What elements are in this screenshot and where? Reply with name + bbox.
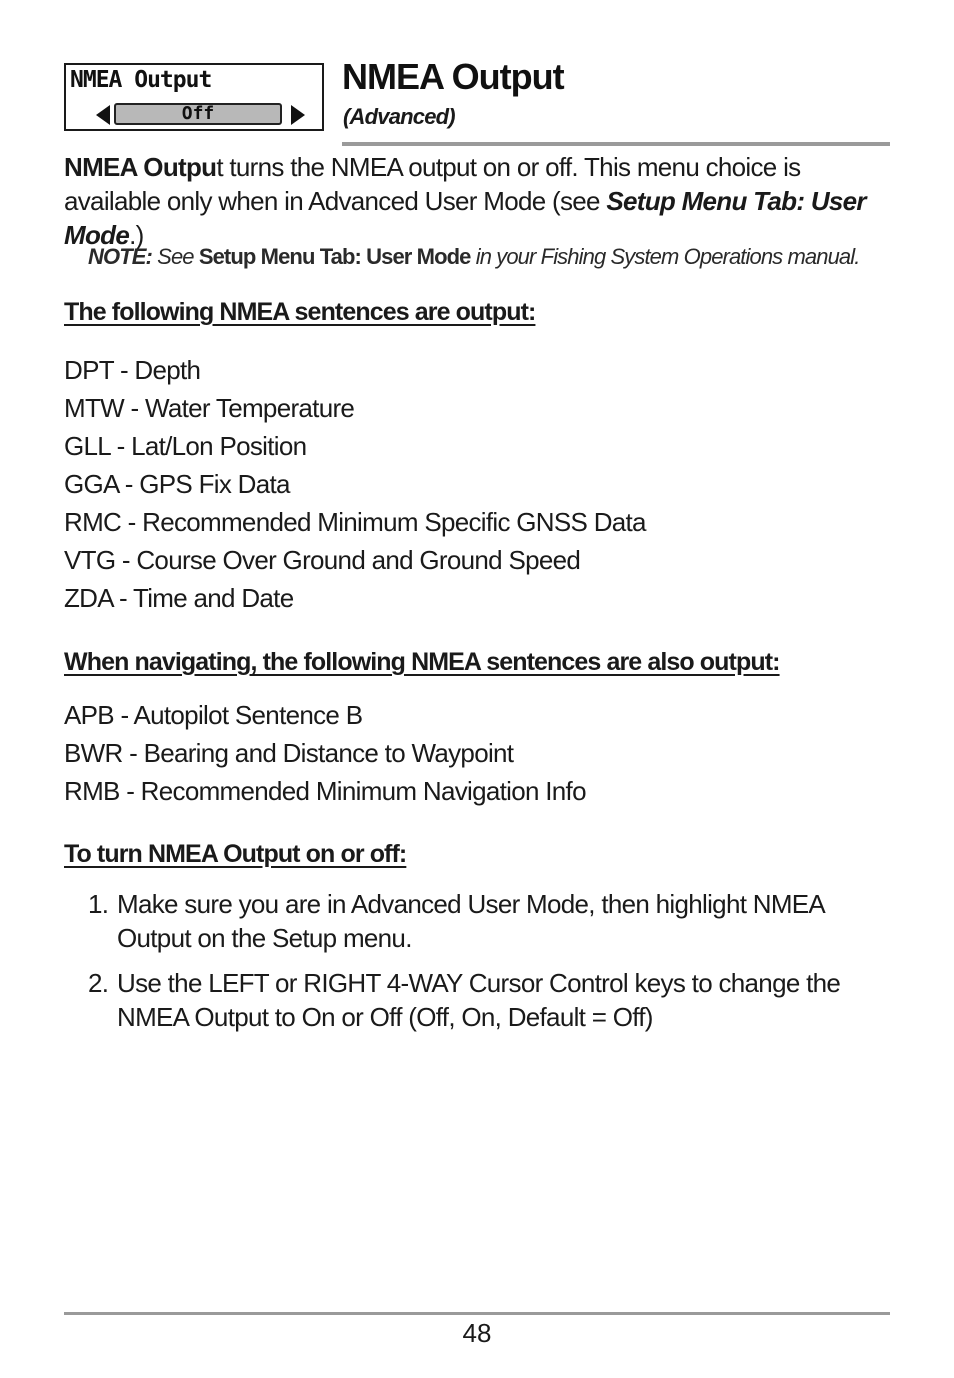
note-label: NOTE: xyxy=(88,244,152,269)
section-heading-navigating: When navigating, the following NMEA sentences are also output: xyxy=(64,648,780,676)
step-number: 2. xyxy=(88,968,109,998)
list-item: ZDA - Time and Date xyxy=(64,583,294,613)
note-rest: in your Fishing System Operations manual. xyxy=(470,244,860,269)
list-item: VTG - Course Over Ground and Ground Speed xyxy=(64,545,581,575)
output-sentence-list xyxy=(64,355,646,621)
step-text: Use the LEFT or RIGHT 4-WAY Cursor Control keys to change the NMEA Output to On or Off (Off, On, Default = Off) xyxy=(117,968,841,1032)
list-item: MTW - Water Temperature xyxy=(64,393,355,423)
triangle-right-icon[interactable] xyxy=(291,105,305,125)
instruction-steps xyxy=(88,887,888,1034)
section-heading-turn-on-off: To turn NMEA Output on or off: xyxy=(64,840,407,868)
list-item: GLL - Lat/Lon Position xyxy=(64,431,307,461)
title-divider xyxy=(342,142,890,146)
note-paragraph xyxy=(88,244,859,270)
list-item: DPT - Depth xyxy=(64,355,201,385)
intro-term: NMEA Outpu xyxy=(64,152,217,182)
note-reference: Setup Menu Tab: User Mode xyxy=(198,244,471,269)
menu-value-box[interactable]: Off xyxy=(114,103,282,125)
navigation-sentence-list xyxy=(64,700,586,814)
intro-text-1: t turns the NMEA output on or off. This menu choice is available only when in Advanced User Mode (see xyxy=(64,152,801,216)
note-see: See xyxy=(151,244,199,269)
step-number: 1. xyxy=(88,889,109,919)
list-item: RMC - Recommended Minimum Specific GNSS Data xyxy=(64,507,646,537)
intro-text-2: .) xyxy=(129,220,144,250)
page-subtitle: (Advanced) xyxy=(343,104,455,129)
menu-widget-title: NMEA Output xyxy=(70,67,212,93)
section-heading-output: The following NMEA sentences are output: xyxy=(64,298,536,326)
step-item xyxy=(88,966,888,1034)
list-item: APB - Autopilot Sentence B xyxy=(64,700,363,730)
page-number: 48 xyxy=(462,1318,492,1348)
footer-divider xyxy=(64,1312,890,1315)
intro-reference: Setup Menu Tab: User Mode xyxy=(64,186,866,250)
intro-paragraph xyxy=(64,150,894,252)
step-text: Make sure you are in Advanced User Mode, then highlight NMEA Output on the Setup menu. xyxy=(117,889,824,953)
nmea-output-menu-widget[interactable] xyxy=(64,63,324,131)
list-item: RMB - Recommended Minimum Navigation Info xyxy=(64,776,586,806)
triangle-left-icon[interactable] xyxy=(96,105,110,125)
list-item: BWR - Bearing and Distance to Waypoint xyxy=(64,738,514,768)
list-item: GGA - GPS Fix Data xyxy=(64,469,290,499)
page-title: NMEA Output xyxy=(342,56,564,97)
menu-value-row[interactable] xyxy=(96,103,301,127)
step-item xyxy=(88,887,888,955)
